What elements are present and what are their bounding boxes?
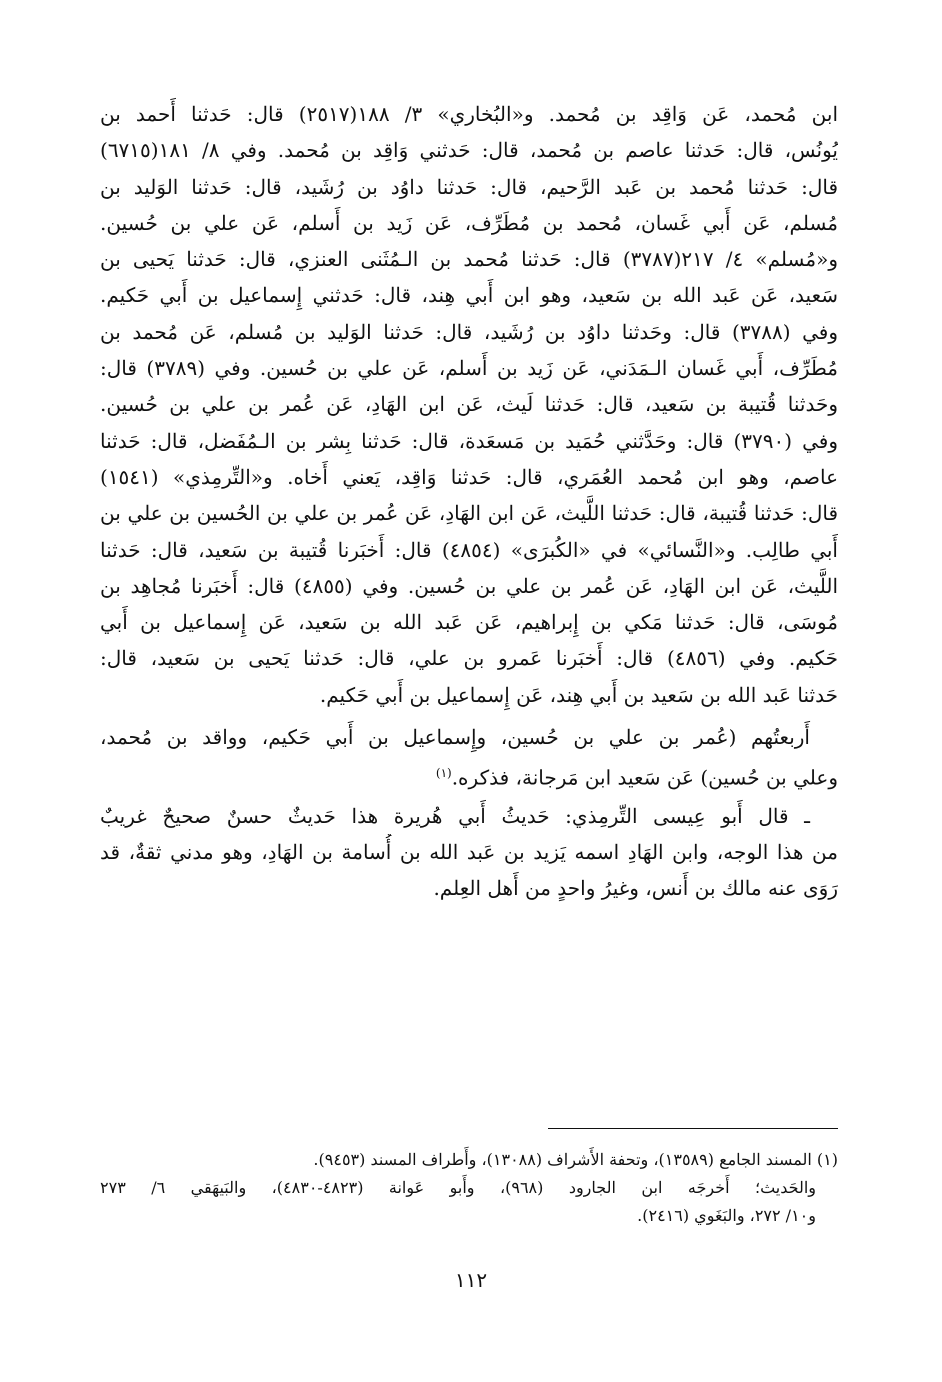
footnote-line: و١٠/ ٢٧٢، والبَغَوي (٢٤١٦). bbox=[637, 1206, 816, 1225]
text-line: مُوسَى، قال: حَدثنا مَكي بن إِبراهيم، عَن عَبد الله بن سَعيد، عَن إِسماعيل بن أَبي bbox=[100, 610, 838, 635]
text-line: أَبي طالِب. و«النَّسائي» في «الكُبرَى» (٤٨٥٤) قال: أَخبَرنا قُتيبة بن سَعيد، قال: حَدثنا bbox=[100, 537, 838, 562]
text-line: من هذا الوجه، وابن الهَادِ اسمه يَزيد بن عَبد الله بن أُسامة بن الهَادِ، وهو مدني ثقةٌ، قد bbox=[100, 839, 838, 864]
text-line: وفي (٣٧٨٨) قال: وحَدثنا داوُد بن رُشَيد، قال: حَدثنا الوَليد بن مُسلم، عَن مُحمد بن bbox=[100, 319, 838, 344]
page-number: ١١٢ bbox=[454, 1268, 488, 1292]
text-line: عاصم، وهو ابن مُحمد العُمَري، قال: حَدثنا وَاقِد، يَعني أَخاه. و«التِّرمِذي» (١٥٤١) bbox=[100, 464, 838, 489]
text-line: قال: حَدثنا قُتيبة، قال: حَدثنا اللَّيث، عَن ابن الهَادِ، عَن عُمر بن علي بن الحُسين بن علي بن bbox=[100, 501, 838, 526]
text-line-with-footnote bbox=[100, 755, 838, 791]
text-line: ابن مُحمد، عَن وَاقِد بن مُحمد. و«البُخاري» ٣/ ١٨٨(٢٥١٧) قال: حَدثنا أَحمد بن bbox=[100, 102, 838, 126]
text-line: حَكيم. وفي (٤٨٥٦) قال: أَخبَرنا عَمرو بن علي، قال: حَدثنا يَحيى بن سَعيد، قال: bbox=[100, 646, 838, 671]
text-line: أَربعتُهم (عُمر بن علي بن حُسين، وإِسماعيل بن أَبي حَكيم، وواقد بن مُحمد، bbox=[100, 725, 810, 750]
text-line: حَدثنا عَبد الله بن سَعيد بن أَبي هِند، عَن إِسماعيل بن أَبي حَكيم. bbox=[319, 682, 838, 707]
text-line: رَوَى عنه مالك بن أَنس، وغيرُ واحدٍ من أَهل العِلم. bbox=[433, 876, 838, 901]
text-line: مُطَرِّف، أَبي غَسان الـمَدَني، عَن زَيد بن أَسلم، عَن علي بن حُسين. وفي (٣٧٨٩) قال: bbox=[100, 356, 838, 381]
text-segment: وعلي بن حُسين) عَن سَعيد ابن مَرجانة، فذكره. bbox=[451, 766, 838, 790]
text-line: سَعيد، عَن عَبد الله بن سَعيد، وهو ابن أَبي هِند، قال: حَدثني إِسماعيل بن أَبي حَكيم. bbox=[100, 283, 838, 308]
footnotes-block bbox=[100, 1146, 838, 1230]
footnote-line: والحَديث؛ أَخرجَه ابن الجارود (٩٦٨)، وأَبو عَوانة (٤٨٢٣-٤٨٣٠)، والبَيهَقي ٦/ ٢٧٣ bbox=[100, 1178, 816, 1197]
text-line: مُسلم، عَن أَبي غَسان، مُحمد بن مُطَرِّف، عَن زَيد بن أَسلم، عَن علي بن حُسين. bbox=[100, 210, 838, 235]
text-line: وفي (٣٧٩٠) قال: وحَدَّثني حُمَيد بن مَسعَدة، قال: حَدثنا بِشر بن الـمُفَضل، قال: حَدثنا bbox=[100, 428, 838, 453]
main-text-block bbox=[100, 96, 838, 907]
footnote-line: (١) المسند الجامع (١٣٥٨٩)، وتحفة الأَشراف (١٣٠٨٨)، وأَطراف المسند (٩٤٥٣). bbox=[313, 1150, 838, 1169]
text-line: اللَّيث، عَن ابن الهَادِ، عَن عُمر بن علي بن حُسين. وفي (٤٨٥٥) قال: أَخبَرنا مُجاهِد بن bbox=[100, 573, 838, 598]
text-line: قال: حَدثنا مُحمد بن عَبد الرَّحيم، قال: حَدثنا داوُد بن رُشَيد، قال: حَدثنا الوَليد بن bbox=[100, 174, 838, 199]
footnote-divider bbox=[548, 1128, 838, 1129]
text-line: و«مُسلم» ٤/ ٢١٧(٣٧٨٧) قال: حَدثنا مُحمد بن الـمُثَنى العنزي، قال: حَدثنا يَحيى بن bbox=[100, 247, 838, 272]
text-line: يُونُس، قال: حَدثنا عاصم بن مُحمد، قال: حَدثني وَاقِد بن مُحمد. وفي ٨/ ١٨١(٦٧١٥) bbox=[100, 138, 838, 163]
text-line: ـ قال أَبو عِيسى التِّرمِذي: حَديثُ أَبي هُريرة هذا حَديثٌ حسنٌ صحيحٌ غريبٌ bbox=[100, 803, 810, 828]
footnote-ref[interactable]: (١) bbox=[435, 766, 452, 781]
text-line: وحَدثنا قُتيبة بن سَعيد، قال: حَدثنا لَيث، عَن ابن الهَادِ، عَن عُمر بن علي بن حُسين. bbox=[100, 392, 838, 417]
